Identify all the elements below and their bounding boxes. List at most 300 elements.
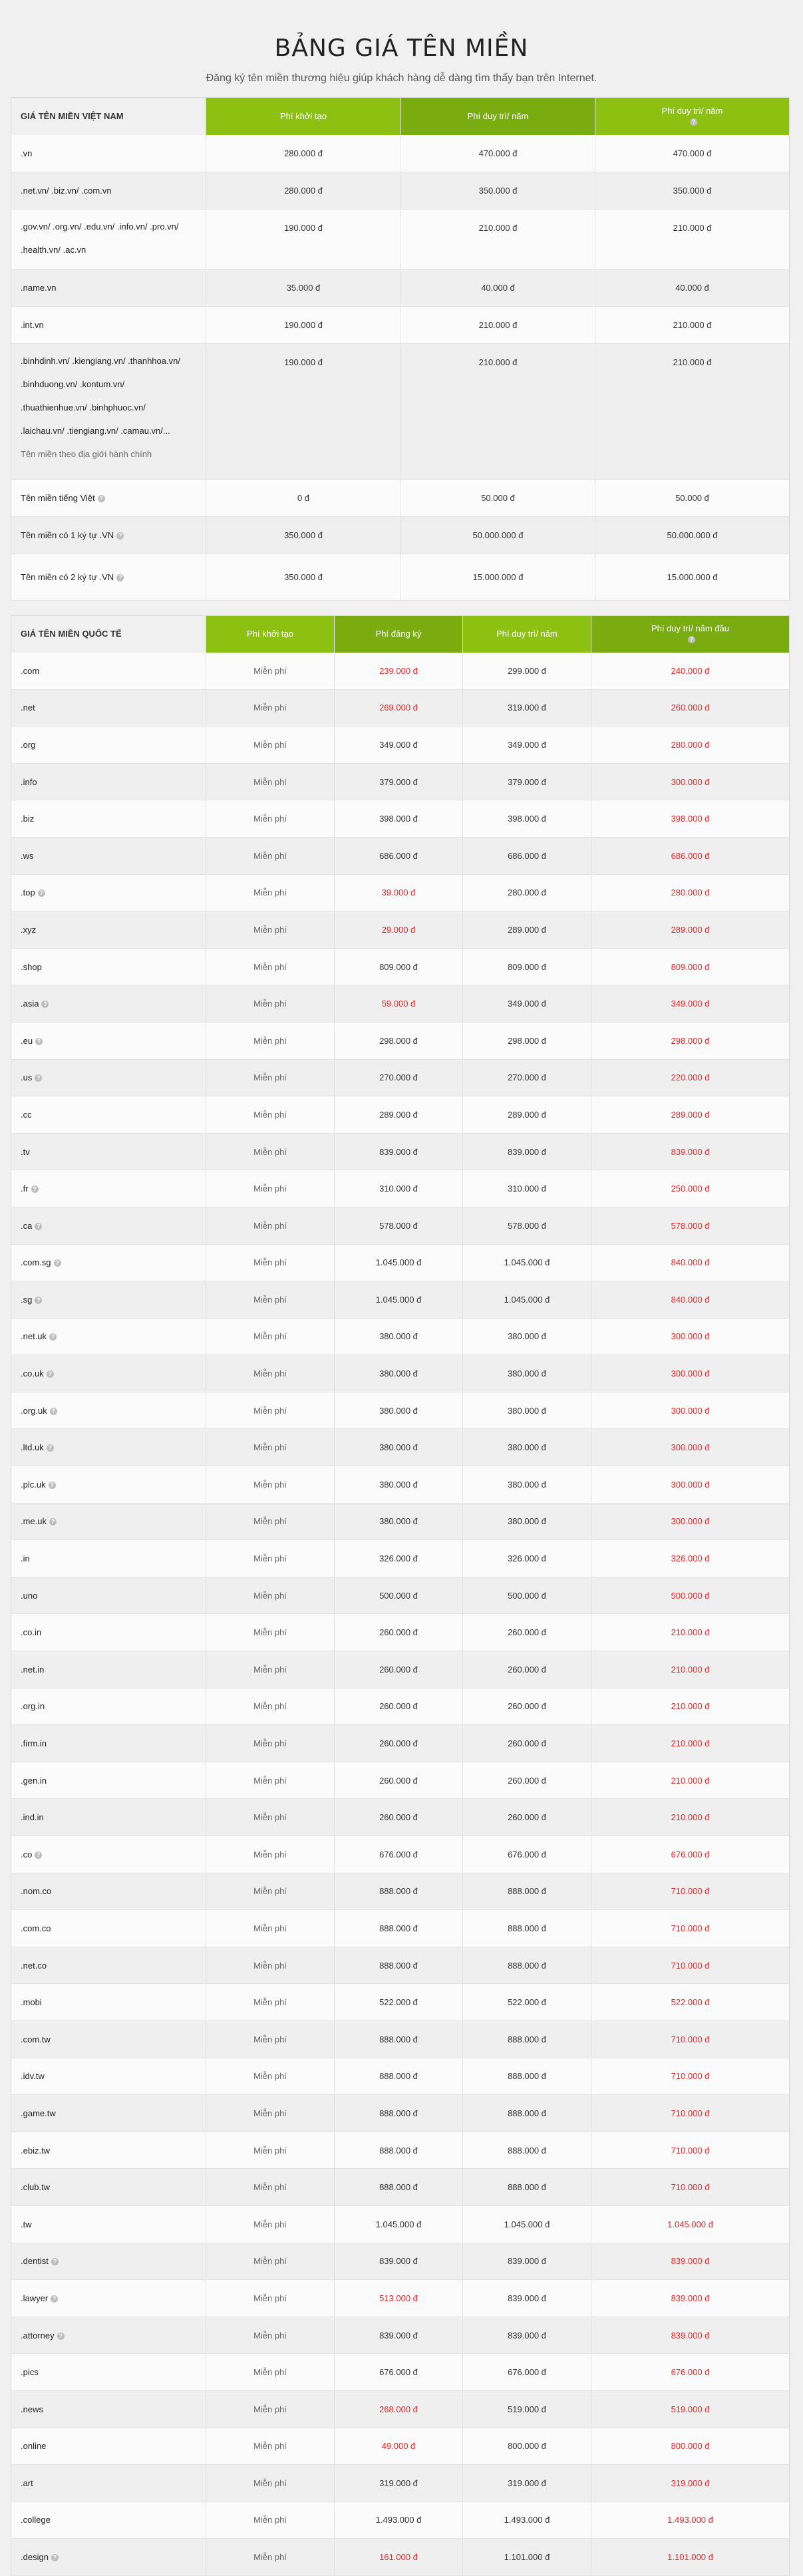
price-setup: Miễn phí [206, 653, 335, 690]
price-register: 298.000 đ [335, 1022, 463, 1059]
domain-name-text: .eu [21, 1035, 33, 1046]
domain-name [11, 1170, 206, 1208]
price-first-year: 839.000 đ [591, 2243, 790, 2280]
price-register: 888.000 đ [335, 2020, 463, 2058]
price-setup: Miễn phí [206, 1059, 335, 1096]
price-register: 326.000 đ [335, 1540, 463, 1577]
intl-table-row [11, 2058, 790, 2095]
intl-table-row [11, 2428, 790, 2465]
price-setup: Miễn phí [206, 2465, 335, 2502]
domain-name-text: Tên miền tiếng Việt [21, 493, 95, 503]
price-first-year: 298.000 đ [591, 1022, 790, 1059]
domain-name [11, 1725, 206, 1762]
price-renew: 686.000 đ [463, 837, 591, 874]
price-first-year: 676.000 đ [591, 2354, 790, 2391]
domain-name-text: .ca [21, 1220, 33, 1231]
vn-table-row [11, 269, 790, 307]
domain-name-line: .health.vn/ .ac.vn [21, 245, 86, 255]
price-first-year: 210.000 đ [591, 1762, 790, 1799]
price-first-year: 710.000 đ [591, 1910, 790, 1947]
price-fee: 210.000 đ [401, 210, 595, 269]
price-register: 500.000 đ [335, 1577, 463, 1614]
price-register: 1.493.000 đ [335, 2501, 463, 2539]
price-setup: 35.000 đ [206, 269, 401, 307]
help-icon[interactable]: ? [49, 1482, 56, 1489]
domain-name-text: .name.vn [21, 283, 57, 293]
domain-name [11, 874, 206, 911]
intl-table-row [11, 2020, 790, 2058]
intl-table-row [11, 1096, 790, 1134]
price-first-year: 800.000 đ [591, 2428, 790, 2465]
domain-name-text: .pics [21, 2367, 39, 2378]
help-icon[interactable]: ? [688, 636, 695, 643]
price-setup: 0 đ [206, 480, 401, 517]
price-register: 260.000 đ [335, 1762, 463, 1799]
price-fee: 210.000 đ [401, 307, 595, 344]
price-first-year: 326.000 đ [591, 1540, 790, 1577]
domain-name-text: .gen.in [21, 1775, 47, 1786]
price-first-year: 710.000 đ [591, 1947, 790, 1984]
price-renew: 50.000 đ [595, 480, 790, 517]
price-renew: 839.000 đ [463, 2280, 591, 2317]
domain-name-text: .tv [21, 1146, 30, 1157]
help-icon[interactable]: ? [116, 574, 124, 581]
domain-name-text: .com.tw [21, 2034, 51, 2044]
vn-table-heading: GIÁ TÊN MIỀN VIỆT NAM [11, 98, 206, 135]
domain-name-text: .ws [21, 850, 34, 861]
domain-name [11, 2280, 206, 2317]
price-first-year: 300.000 đ [591, 1318, 790, 1355]
price-first-year: 840.000 đ [591, 1244, 790, 1281]
price-renew: 260.000 đ [463, 1614, 591, 1651]
domain-note: Tên miền theo địa giới hành chính [21, 449, 152, 459]
domain-name-text: .college [21, 2515, 51, 2525]
intl-table-row [11, 2465, 790, 2502]
price-first-year: 710.000 đ [591, 2095, 790, 2132]
price-first-year: 300.000 đ [591, 1355, 790, 1392]
price-first-year: 210.000 đ [591, 1725, 790, 1762]
price-setup: Miễn phí [206, 2501, 335, 2539]
domain-name [11, 800, 206, 838]
price-renew: 676.000 đ [463, 2354, 591, 2391]
intl-table-row [11, 1984, 790, 2021]
intl-table-row [11, 1207, 790, 1244]
price-renew: 260.000 đ [463, 1688, 591, 1725]
price-renew: 839.000 đ [463, 2243, 591, 2280]
price-first-year: 280.000 đ [591, 726, 790, 764]
domain-name-text: .com [21, 665, 40, 676]
domain-name-text: .ebiz.tw [21, 2145, 51, 2156]
price-fee: 40.000 đ [401, 269, 595, 307]
domain-name-text: .com.co [21, 1923, 51, 1933]
domain-name [11, 1651, 206, 1689]
price-register: 239.000 đ [335, 653, 463, 690]
price-first-year: 210.000 đ [591, 1651, 790, 1689]
intl-table-row [11, 2132, 790, 2169]
help-icon[interactable]: ? [690, 118, 697, 126]
price-renew: 349.000 đ [463, 985, 591, 1023]
hero [0, 0, 803, 105]
price-setup: Miễn phí [206, 2169, 335, 2206]
domain-name-text: .news [21, 2404, 43, 2414]
price-renew: 380.000 đ [463, 1466, 591, 1504]
domain-name-text: .net.co [21, 1960, 47, 1971]
price-register: 380.000 đ [335, 1429, 463, 1466]
price-renew: 319.000 đ [463, 2465, 591, 2502]
price-first-year: 500.000 đ [591, 1577, 790, 1614]
intl-col-first-year: Phí duy trì/ năm đầu ? [591, 616, 790, 653]
domain-name-text: .org.in [21, 1701, 45, 1712]
price-register: 888.000 đ [335, 1873, 463, 1910]
price-first-year: 1.045.000 đ [591, 2205, 790, 2243]
price-setup: 190.000 đ [206, 344, 401, 480]
domain-name-text: .dentist [21, 2256, 49, 2267]
domain-name [11, 2465, 206, 2502]
price-setup: Miễn phí [206, 1540, 335, 1577]
price-renew: 40.000 đ [595, 269, 790, 307]
price-setup: 350.000 đ [206, 554, 401, 601]
intl-table-row [11, 2169, 790, 2206]
domain-name-line: .laichau.vn/ .tiengiang.vn/ .camau.vn/... [21, 426, 170, 436]
intl-table-row [11, 911, 790, 949]
price-register: 686.000 đ [335, 837, 463, 874]
domain-name-text: .net.uk [21, 1331, 47, 1342]
price-renew: 210.000 đ [595, 344, 790, 480]
price-renew: 809.000 đ [463, 948, 591, 985]
intl-table-row [11, 1355, 790, 1392]
price-renew: 380.000 đ [463, 1429, 591, 1466]
price-setup: Miễn phí [206, 763, 335, 800]
price-renew: 50.000.000 đ [595, 517, 790, 554]
price-setup: Miễn phí [206, 1207, 335, 1244]
domain-name [11, 837, 206, 874]
price-first-year: 210.000 đ [591, 1799, 790, 1836]
domain-name [11, 2317, 206, 2354]
domain-name [11, 1429, 206, 1466]
intl-table-row [11, 2317, 790, 2354]
price-register: 268.000 đ [335, 2390, 463, 2428]
domain-name [11, 653, 206, 690]
price-first-year: 710.000 đ [591, 2020, 790, 2058]
domain-name [11, 1392, 206, 1429]
intl-table-row [11, 1244, 790, 1281]
price-fee: 470.000 đ [401, 135, 595, 172]
domain-name-text: .shop [21, 961, 42, 972]
intl-table-row [11, 874, 790, 911]
domain-name [11, 1281, 206, 1319]
price-first-year: 210.000 đ [591, 1614, 790, 1651]
price-first-year: 578.000 đ [591, 1207, 790, 1244]
price-register: 260.000 đ [335, 1799, 463, 1836]
price-renew: 470.000 đ [595, 135, 790, 172]
intl-table-row [11, 1799, 790, 1836]
price-register: 260.000 đ [335, 1688, 463, 1725]
domain-name-text: .us [21, 1072, 33, 1083]
price-first-year: 300.000 đ [591, 1392, 790, 1429]
help-icon[interactable]: ? [49, 1333, 57, 1341]
page-title: BẢNG GIÁ TÊN MIỀN [274, 35, 529, 62]
domain-name-text: .online [21, 2441, 47, 2452]
price-setup: Miễn phí [206, 2095, 335, 2132]
price-setup: Miễn phí [206, 1614, 335, 1651]
price-first-year: 300.000 đ [591, 1503, 790, 1540]
domain-name [11, 1244, 206, 1281]
price-setup: Miễn phí [206, 2020, 335, 2058]
domain-name-text: .art [21, 2478, 33, 2488]
domain-name-text: Tên miền có 2 ký tự .VN [21, 572, 114, 582]
price-setup: Miễn phí [206, 726, 335, 764]
price-first-year: 1.101.000 đ [591, 2539, 790, 2576]
intl-table-row [11, 1947, 790, 1984]
price-register: 319.000 đ [335, 2465, 463, 2502]
price-renew: 800.000 đ [463, 2428, 591, 2465]
vn-table-row [11, 307, 790, 344]
domain-name-line: .binhduong.vn/ .kontum.vn/ [21, 379, 125, 389]
price-setup: Miễn phí [206, 1355, 335, 1392]
help-icon[interactable]: ? [35, 1852, 42, 1859]
domain-name [11, 726, 206, 764]
intl-col-register: Phí đăng ký [335, 616, 463, 653]
price-setup: Miễn phí [206, 1429, 335, 1466]
price-renew: 500.000 đ [463, 1577, 591, 1614]
price-renew: 289.000 đ [463, 1096, 591, 1134]
price-setup: Miễn phí [206, 1577, 335, 1614]
price-setup: Miễn phí [206, 911, 335, 949]
page-subtitle: Đăng ký tên miền thương hiệu giúp khách hàng dễ dàng tìm thấy bạn trên Internet. [206, 73, 597, 84]
domain-name-text: .int.vn [21, 320, 44, 330]
help-icon[interactable]: ? [51, 2554, 59, 2561]
price-register: 888.000 đ [335, 2169, 463, 2206]
price-first-year: 710.000 đ [591, 1873, 790, 1910]
price-register: 888.000 đ [335, 2095, 463, 2132]
price-first-year: 250.000 đ [591, 1170, 790, 1208]
domain-name-text: .game.tw [21, 2108, 56, 2118]
price-renew: 15.000.000 đ [595, 554, 790, 601]
price-setup: Miễn phí [206, 2354, 335, 2391]
help-icon[interactable]: ? [49, 1518, 57, 1526]
price-renew: 1.045.000 đ [463, 1281, 591, 1319]
price-register: 578.000 đ [335, 1207, 463, 1244]
intl-table-row [11, 985, 790, 1023]
price-setup: Miễn phí [206, 874, 335, 911]
intl-table-row [11, 800, 790, 838]
price-setup: Miễn phí [206, 1873, 335, 1910]
price-register: 380.000 đ [335, 1466, 463, 1504]
intl-table-row [11, 2205, 790, 2243]
price-setup: Miễn phí [206, 1725, 335, 1762]
price-fee: 50.000 đ [401, 480, 595, 517]
help-icon[interactable]: ? [98, 495, 105, 502]
domain-name-text: .org.uk [21, 1405, 47, 1416]
price-register: 1.045.000 đ [335, 1281, 463, 1319]
domain-name-text: .design [21, 2552, 49, 2563]
domain-name-text: .net.in [21, 1664, 45, 1675]
price-renew: 676.000 đ [463, 1836, 591, 1873]
help-icon[interactable]: ? [38, 889, 45, 897]
price-first-year: 289.000 đ [591, 1096, 790, 1134]
price-register: 161.000 đ [335, 2539, 463, 2576]
domain-name [11, 2501, 206, 2539]
price-renew: 1.493.000 đ [463, 2501, 591, 2539]
intl-table-row [11, 689, 790, 726]
price-first-year: 710.000 đ [591, 2132, 790, 2169]
vn-table-row [11, 517, 790, 554]
price-register: 513.000 đ [335, 2280, 463, 2317]
price-setup: Miễn phí [206, 2539, 335, 2576]
price-register: 260.000 đ [335, 1651, 463, 1689]
help-icon[interactable]: ? [35, 1038, 43, 1045]
domain-name [11, 2205, 206, 2243]
price-setup: Miễn phí [206, 1096, 335, 1134]
price-first-year: 676.000 đ [591, 1836, 790, 1873]
intl-price-table [11, 615, 790, 2576]
price-renew: 280.000 đ [463, 874, 591, 911]
domain-name [11, 2243, 206, 2280]
price-renew: 350.000 đ [595, 172, 790, 210]
price-renew: 380.000 đ [463, 1392, 591, 1429]
domain-name-text: .xyz [21, 924, 37, 935]
domain-name [11, 1022, 206, 1059]
intl-table-row [11, 1170, 790, 1208]
domain-name [11, 1207, 206, 1244]
price-first-year: 300.000 đ [591, 1466, 790, 1504]
domain-name [11, 1836, 206, 1873]
domain-name-text: .net [21, 703, 35, 713]
price-renew: 519.000 đ [463, 2390, 591, 2428]
price-setup: Miễn phí [206, 1244, 335, 1281]
domain-name [11, 1762, 206, 1799]
domain-name [11, 269, 206, 307]
price-register: 1.045.000 đ [335, 1244, 463, 1281]
price-fee: 210.000 đ [401, 344, 595, 480]
help-icon[interactable]: ? [35, 1223, 42, 1230]
intl-table-row [11, 1651, 790, 1689]
price-first-year: 220.000 đ [591, 1059, 790, 1096]
vn-table-row [11, 344, 790, 480]
domain-name [11, 948, 206, 985]
price-first-year: 840.000 đ [591, 1281, 790, 1319]
domain-name-text: .me.uk [21, 1516, 47, 1527]
domain-name [11, 554, 206, 601]
help-icon[interactable]: ? [35, 1297, 42, 1304]
intl-table-row [11, 1688, 790, 1725]
price-setup: Miễn phí [206, 2428, 335, 2465]
price-first-year: 300.000 đ [591, 1429, 790, 1466]
help-icon[interactable]: ? [31, 1186, 39, 1193]
intl-table-row [11, 2095, 790, 2132]
domain-name-text: .com.sg [21, 1257, 51, 1268]
intl-table-row [11, 1466, 790, 1504]
domain-name-text: .co.in [21, 1627, 42, 1638]
price-renew: 379.000 đ [463, 763, 591, 800]
price-register: 380.000 đ [335, 1392, 463, 1429]
price-fee: 50.000.000 đ [401, 517, 595, 554]
price-renew: 888.000 đ [463, 2095, 591, 2132]
domain-name [11, 1318, 206, 1355]
domain-name [11, 1947, 206, 1984]
price-renew: 380.000 đ [463, 1355, 591, 1392]
price-setup: Miễn phí [206, 1503, 335, 1540]
price-setup: Miễn phí [206, 1762, 335, 1799]
domain-name-text: .mobi [21, 1997, 42, 2008]
domain-name-text: .tw [21, 2219, 32, 2229]
domain-name-text: .info [21, 776, 37, 787]
price-setup: Miễn phí [206, 1170, 335, 1208]
intl-table-row [11, 1281, 790, 1319]
price-renew: 260.000 đ [463, 1799, 591, 1836]
price-setup: 190.000 đ [206, 210, 401, 269]
price-first-year: 710.000 đ [591, 2058, 790, 2095]
price-renew: 298.000 đ [463, 1022, 591, 1059]
price-register: 380.000 đ [335, 1318, 463, 1355]
price-register: 676.000 đ [335, 1836, 463, 1873]
intl-table-row [11, 1133, 790, 1170]
price-register: 522.000 đ [335, 1984, 463, 2021]
price-register: 809.000 đ [335, 948, 463, 985]
vn-col-fee: Phí duy trì/ năm [401, 98, 595, 135]
price-renew: 522.000 đ [463, 1984, 591, 2021]
domain-name [11, 985, 206, 1023]
help-icon[interactable]: ? [54, 1259, 61, 1267]
help-icon[interactable]: ? [41, 1001, 49, 1008]
help-icon[interactable]: ? [47, 1370, 54, 1378]
help-icon[interactable]: ? [57, 2333, 65, 2340]
help-icon[interactable]: ? [51, 2295, 58, 2303]
intl-table-row [11, 948, 790, 985]
price-register: 888.000 đ [335, 1910, 463, 1947]
price-first-year: 349.000 đ [591, 985, 790, 1023]
help-icon[interactable]: ? [51, 2258, 59, 2265]
domain-name-text: .ind.in [21, 1812, 44, 1823]
price-setup: Miễn phí [206, 1910, 335, 1947]
intl-table-row [11, 2390, 790, 2428]
vn-table-row [11, 172, 790, 210]
help-icon[interactable]: ? [116, 532, 124, 540]
price-first-year: 710.000 đ [591, 2169, 790, 2206]
help-icon[interactable]: ? [35, 1074, 42, 1082]
price-fee: 15.000.000 đ [401, 554, 595, 601]
price-renew: 1.045.000 đ [463, 1244, 591, 1281]
price-setup: Miễn phí [206, 2280, 335, 2317]
price-renew: 888.000 đ [463, 2132, 591, 2169]
domain-name-text: .co [21, 1849, 33, 1859]
help-icon[interactable]: ? [50, 1408, 57, 1415]
domain-name [11, 172, 206, 210]
price-register: 39.000 đ [335, 874, 463, 911]
domain-name [11, 689, 206, 726]
domain-name [11, 2058, 206, 2095]
vn-table-row [11, 480, 790, 517]
domain-name-text: .sg [21, 1294, 33, 1305]
price-first-year: 1.493.000 đ [591, 2501, 790, 2539]
help-icon[interactable]: ? [47, 1444, 54, 1452]
domain-name [11, 911, 206, 949]
price-register: 59.000 đ [335, 985, 463, 1023]
price-register: 1.045.000 đ [335, 2205, 463, 2243]
price-renew: 839.000 đ [463, 1133, 591, 1170]
price-register: 380.000 đ [335, 1355, 463, 1392]
price-register: 270.000 đ [335, 1059, 463, 1096]
price-setup: Miễn phí [206, 1318, 335, 1355]
domain-name-line: .binhdinh.vn/ .kiengiang.vn/ .thanhhoa.vn/ [21, 356, 180, 366]
domain-name [11, 1799, 206, 1836]
price-first-year: 839.000 đ [591, 2317, 790, 2354]
price-register: 260.000 đ [335, 1725, 463, 1762]
intl-table-row [11, 1910, 790, 1947]
price-setup: Miễn phí [206, 948, 335, 985]
domain-name [11, 1540, 206, 1577]
price-first-year: 686.000 đ [591, 837, 790, 874]
